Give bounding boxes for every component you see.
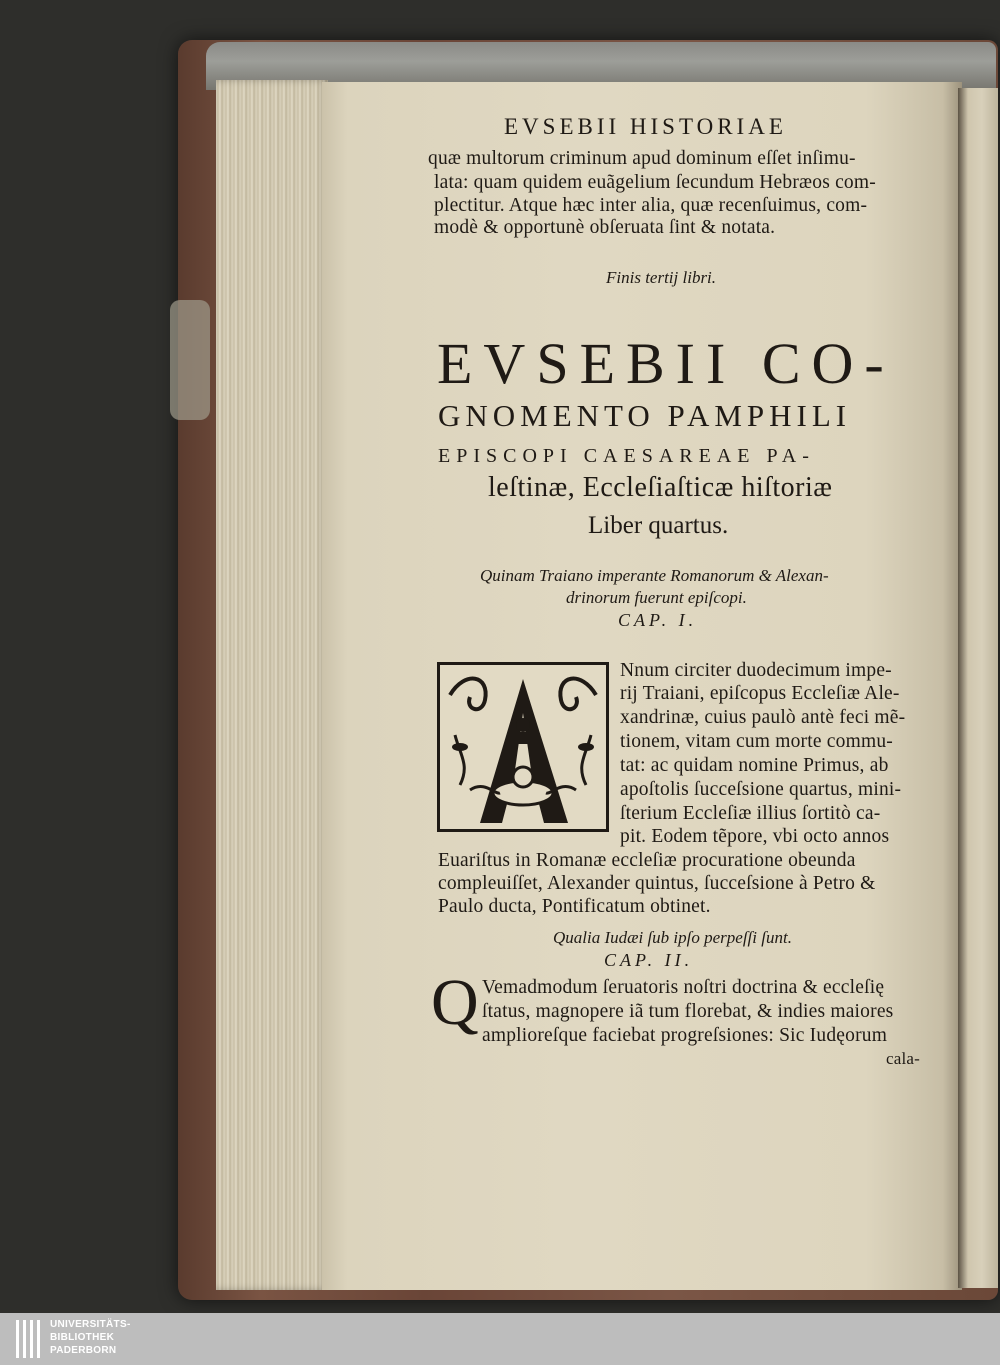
chapter-1-line: Nnum circiter duodecimum impe- [620,660,892,681]
book-title-line-1: EVSEBII CO- [437,331,895,396]
running-head: EVSEBII HISTORIAE [504,114,787,139]
chapter-2-line: ſtatus, magnopere iã tum florebat, & indies maiores [482,1001,894,1022]
library-footer [0,1313,1000,1365]
intro-line: lata: quam quidem euãgelium ſecundum Hebræos com- [434,172,876,193]
decorated-initial-a [437,662,609,832]
chapter-2-heading: Qualia Iudæi ſub ipſo perpeſſi ſunt. [553,928,792,947]
catchword: cala- [886,1049,921,1068]
book-title-line-3: EPISCOPI CAESAREAE PA- [438,445,815,467]
chapter-2-label: CAP. II. [604,950,694,970]
chapter-1-line: Euariſtus in Romanæ eccleſiæ procuratione obeunda [438,850,856,871]
chapter-2-line: Vemadmodum ſeruatoris noſtri doctrina & eccleſię [482,977,885,998]
chapter-1-line: pit. Eodem tẽpore, vbi octo annos [620,826,890,847]
chapter-1-label: CAP. I. [618,610,698,630]
chapter-1-line: compleuiſſet, Alexander quintus, ſucceſsione à Petro & [438,873,876,894]
chapter-1-heading: Quinam Traiano imperante Romanorum & Alexan- [480,566,829,585]
library-logo-icon [14,1318,44,1360]
intro-line: plectitur. Atque hæc inter alia, quæ recenſuimus, com- [434,195,868,216]
chapter-1-line: tionem, vitam cum morte commu- [620,731,893,752]
initial-q: Q [431,966,479,1039]
book-title-line-2: GNOMENTO PAMPHILI [438,398,852,433]
page-edges [216,80,328,1290]
book-title-line-4: leſtinæ, Eccleſiaſticæ hiſtoriæ [488,472,833,503]
chapter-1-line: apoſtolis ſucceſsione quartus, mini- [620,779,902,800]
book-title-line-5: Liber quartus. [588,512,729,539]
library-name-line: PADERBORN [50,1345,117,1356]
intro-line: quæ multorum criminum apud dominum eſſet inſimu- [428,148,856,169]
chapter-1-line: xandrinæ, cuius paulò antè feci mẽ- [620,707,906,728]
chapter-1-line: Paulo ducta, Pontificatum obtinet. [438,896,711,917]
intro-line: modè & opportunè obſeruata ſint & notata. [434,217,776,238]
chapter-1-heading: drinorum fuerunt epiſcopi. [566,588,747,607]
library-name [50,1318,131,1357]
chapter-1-line: ſterium Eccleſiæ illius ſortitò ca- [620,803,881,824]
facing-page-edge [958,88,998,1288]
worn-spine-patch [170,300,210,420]
library-name-line: BIBLIOTHEK [50,1332,115,1343]
library-name-line: UNIVERSITÄTS- [50,1319,131,1330]
woodcut-initial-icon [440,665,606,829]
chapter-1-line: rij Traiani, epiſcopus Eccleſiæ Ale- [620,683,900,704]
chapter-1-line: tat: ac quidam nomine Primus, ab [620,755,889,776]
chapter-2-line: amplioreſque faciebat progreſsiones: Sic Iudęorum [482,1025,888,1046]
finis-note: Finis tertij libri. [606,268,717,287]
